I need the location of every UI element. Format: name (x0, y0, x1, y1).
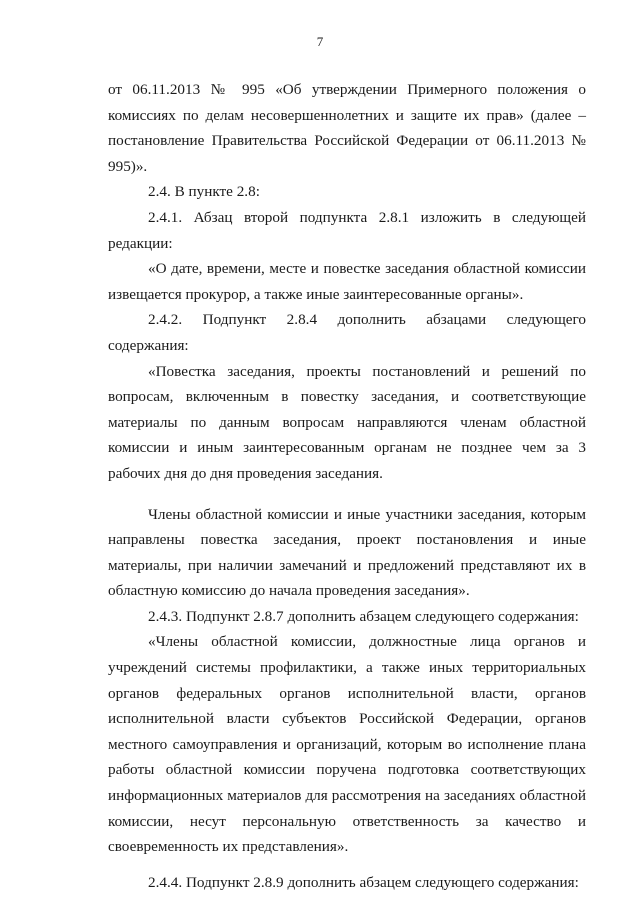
paragraph-item-2-4: 2.4. В пункте 2.8: (148, 183, 260, 201)
paragraph-item-2-4-1: 2.4.1. Абзац второй подпункта 2.8.1 изложить в следующей редакции: (108, 208, 586, 252)
page-number: 7 (316, 34, 324, 49)
paragraph-quote-responsibility: «Члены областной комиссии, должностные лица органов и учреждений системы профилактики, а также иных территориальных органов федеральных органов исполнительной власти, органов исполнительной власти субъектов Российской Федерации, органов местного самоуправления и организаций, которым во исполнение плана работы областной комиссии поручена подготовка соответствующих информационных материалов для рассмотрения на заседаниях областной комиссии, несут персональную ответственность за качество и своевременность их представления». (108, 633, 586, 856)
paragraph-item-2-4-2: 2.4.2. Подпункт 2.8.4 дополнить абзацами следующего содержания: (108, 311, 586, 354)
paragraph-quote-notice: «О дате, времени, месте и повестке заседания областной комиссии извещается прокурор, а также иные заинтересованные органы». (108, 260, 586, 303)
paragraph-continuation: от 06.11.2013 № 995 «Об утверждении Примерного положения о комиссиях по делам несовершеннолетних и защите их прав» (далее – постановление Правительства Российской Федерации от 06.11.2013 № 995)». (108, 81, 586, 175)
document-body (108, 77, 586, 895)
paragraph-item-2-4-4: 2.4.4. Подпункт 2.8.9 дополнить абзацем следующего содержания: (148, 873, 579, 891)
paragraph-quote-agenda: «Повестка заседания, проекты постановлений и решений по вопросам, включенным в повестку заседания, и соответствующие материалы по данным вопросам направляются членам областной комиссии и иным заинтересованным органам не позднее чем за 3 рабочих дня до дня проведения заседания. (108, 362, 586, 482)
paragraph-item-2-4-3: 2.4.3. Подпункт 2.8.7 дополнить абзацем следующего содержания: (148, 607, 579, 625)
paragraph-participants: Члены областной комиссии и иные участники заседания, которым направлены повестка заседания, проект постановления и иные материалы, при наличии замечаний и предложений представляют их в областную комиссию до начала проведения заседания». (108, 505, 586, 600)
